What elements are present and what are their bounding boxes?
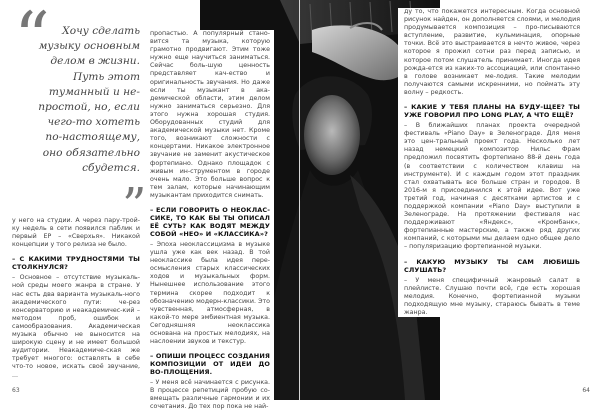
left-column-1 bbox=[12, 217, 140, 380]
music-paragraph: – У меня специфичный жанровый салат в плейлисте. Слушаю почти всё, где есть хорошая мелодия. Конечно, фортепианной музыки подходящую мне музыку, стараюсь бывать в теме жанра. bbox=[404, 276, 580, 316]
page-gutter bbox=[299, 0, 300, 400]
close-quote-mark: ” bbox=[122, 178, 147, 234]
neoclassic-paragraph: – Эпоха неоклассицизма в музыке ушла уже как век назад. В той неоклассике была идея пере-осмысления старых классических ходов и музыкальных форм. Нынешнее использование этого термина скорее подходит к обозначению модерн-классики. Это чувственная, атмосферная, в какой-то мере эмбиентная музыка. Сегодняшняя неоклассика основана на простых мелодиях, на наслоении звуков и текстур. bbox=[150, 240, 270, 346]
intro-paragraph: у него на студии. А через пару-трой-ку недель в сети появился паблик и первый EP – «Сверхья». Никакой концепции у того релиза не было. bbox=[12, 217, 140, 249]
left-column-2 bbox=[150, 30, 274, 412]
difficulties-paragraph: – Основное – отсутствие музыкаль-ной среды моего жанра в стране. У нас есть два варианта музыкаль-ного академического пути: че-рез консерваторию и неакадемичес-кий – методом проб, ошибок и самообразования. Академическая музыка обычно не выносится на широкую сцену и не имеет большой аудитории. Неакадемиче-ская же требует многого: оставлять в себе что-то новое, искать своё звучание, ... bbox=[12, 274, 140, 379]
heading-plans: – КАКИЕ У ТЕБЯ ПЛАНЫ НА БУДУ-ЩЕЕ? ТЫ УЖЕ ГОВОРИЛ ПРО LONG PLAY, А ЧТО ЕЩЁ? bbox=[404, 103, 580, 120]
page-number-left: 63 bbox=[12, 387, 20, 394]
pull-quote: Хочу сделать музыку основным делом в жизни. Путь этот туманный и не-простой, но, если чего-то хотеть по-настоящему, оно обязательно сбудется. bbox=[38, 25, 140, 174]
process-paragraph: – У меня всё начинается с рисунка. В процессе репетиций пробую со-вмещать различные гармонии и их сочетания. До тех пор пока не най- bbox=[150, 379, 270, 411]
plans-paragraph: – В ближайших планах проекта очередной фестиваль «Piano Day» в Зеленограде. Для меня это цен-тральный проект года. Несколько лет назад немецкий композитор Нильс Фрам предложил посвятить фортепиано 88-й день года (в соответствии с количеством клавиш на инструменте). И с каждым годом этот праздник стал охватывать все больше стран и городов. В 2016-м я присоединился к этой идее. Вот уже третий год, начиная с десятками артистов и с поддержкой компании «Piano Day» выступили в Зеленограде. На протяжении фестиваля нас поддерживают «Яндекс», «Кромбанк», фортепианные мастерские, а также ряд других компаний, с которыми мы делаем одно общее дело – популяризацию фортепианной музыки. bbox=[404, 122, 580, 251]
page-number-right: 64 bbox=[582, 387, 590, 394]
open-quote-mark: “ bbox=[14, 0, 50, 79]
studio-paragraph: пропастью. А популярный стано-вится та музыка, которую грамотно продвигают. Этим тоже нужно еще научиться заниматься. Сейчас боль-шую ценность представляет кач-ество и оригинальность звучания. Но даже если ты музыкант в ака-демической области, этим делом нужно заниматься серьезно. Для этого нужна хорошая студия. Оборудованных студий для академической музыки нет. Кроме того, возникают сложности с концертами. Никакое электронное звучание не заменит акустическое фортепиано. Однако площадок с живым ин-струментом в городе очень мало. Это больше вопрос к тем залам, которые начинающим музыкантам приходится снимать. bbox=[150, 30, 270, 199]
process-continued-paragraph: ду то, что покажется интересным. Когда основной рисунок найден, он дополняется слоями, и мелодия продумывается композиция – про-писываются вступление, развитие, кульминация, опорные точки. Всё это выстраивается в нечто живое, через которое я прожил сотни раз перед записью, и которое потом слушатель принимает. Иногда идея рожда-ется из каких-то ассоциаций, или спонтанно в голове возникает ме-лодия. Такие мелодии получаются самыми искренними, но поймать эту волну – редкость. bbox=[404, 8, 580, 96]
heading-difficulties: – С КАКИМИ ТРУДНОСТЯМИ ТЫ СТОЛКНУЛСЯ? bbox=[12, 255, 140, 272]
heading-music: – КАКУЮ МУЗЫКУ ТЫ САМ ЛЮБИШЬ СЛУШАТЬ? bbox=[404, 257, 580, 274]
heading-neoclassic: – ЕСЛИ ГОВОРИТЬ О НЕОКЛАС-СИКЕ, ТО КАК БЫ ТЫ ОПИСАЛ ЕЁ СУТЬ? КАК ВОДЯТ МЕЖДУ СОБОЙ «НЕО» И «КЛАССИКА»? bbox=[150, 205, 270, 238]
heading-process: – ОПИШИ ПРОЦЕСС СОЗДАНИЯ КОМПОЗИЦИИ ОТ ИДЕИ ДО ВО-ПЛОЩЕНИЯ. bbox=[150, 352, 270, 377]
right-column bbox=[398, 8, 580, 317]
